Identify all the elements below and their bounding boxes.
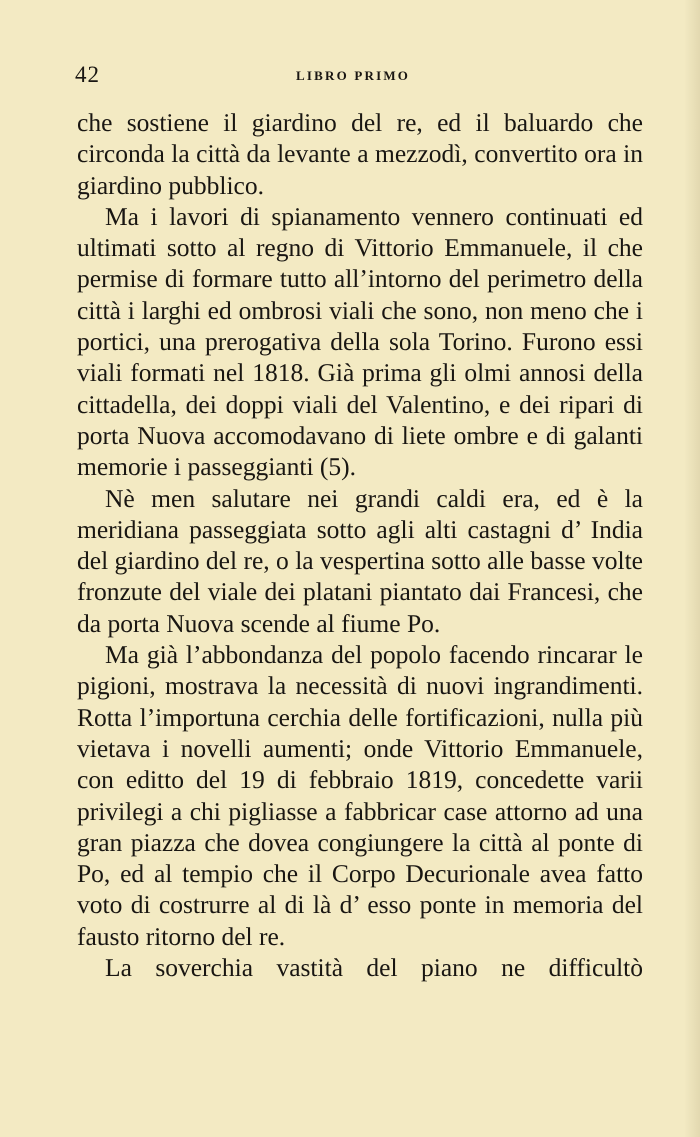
page-header xyxy=(0,62,700,92)
page-number: 42 xyxy=(75,62,100,87)
paragraph-viali: Ma i lavori di spianamento vennero continuati ed ultimati sotto al regno di Vittorio Emmanuele, il che permise di formare tutto all’intorno del perimetro della città i larghi ed ombrosi viali che sono, non meno che i portici, una prerogativa della sola Torino. Furono essi viali formati nel 1818. Già prima gli olmi annosi della cittadella, dei doppi viali del Valentino, e dei ripari di porta Nuova accomodavano di liete ombre e di galanti memorie i passeggianti (5). xyxy=(77,201,643,482)
paragraph-ingrandimenti: Ma già l’abbondanza del popolo facendo rincarar le pigioni, mostrava la necessità di nuovi ingrandimenti. Rotta l’importuna cerchia delle fortificazioni, nulla più vietava i novelli aumenti; onde Vittorio Emmanuele, con editto del 19 di febbraio 1819, concedette varii privilegi a chi pigliasse a fabbricar case attorno ad una gran piazza che dovea congiungere la città al ponte di Po, ed al tempio che il Corpo Decurionale avea fatto voto di costrurre al di là d’ esso ponte in memoria del fausto ritorno del re. xyxy=(77,640,643,951)
running-head: LIBRO PRIMO xyxy=(296,68,411,83)
paragraph-passeggiata: Nè men salutare nei grandi caldi era, ed è la meridiana passeggiata sotto agli alti castagni d’ India del giardino del re, o la vespertina sotto alle basse volte fronzute del viale dei platani piantato dai Francesi, che da porta Nuova scende al fiume Po. xyxy=(77,483,643,638)
body-text xyxy=(77,107,643,983)
paragraph-continuation: che sostiene il giardino del re, ed il baluardo che circonda la città da levante a mezzodì, convertito ora in giardino pubblico. xyxy=(77,108,643,200)
paragraph-final-line: La soverchia vastità del piano ne difficultò xyxy=(105,953,643,983)
page-edge-shadow xyxy=(684,0,700,1137)
